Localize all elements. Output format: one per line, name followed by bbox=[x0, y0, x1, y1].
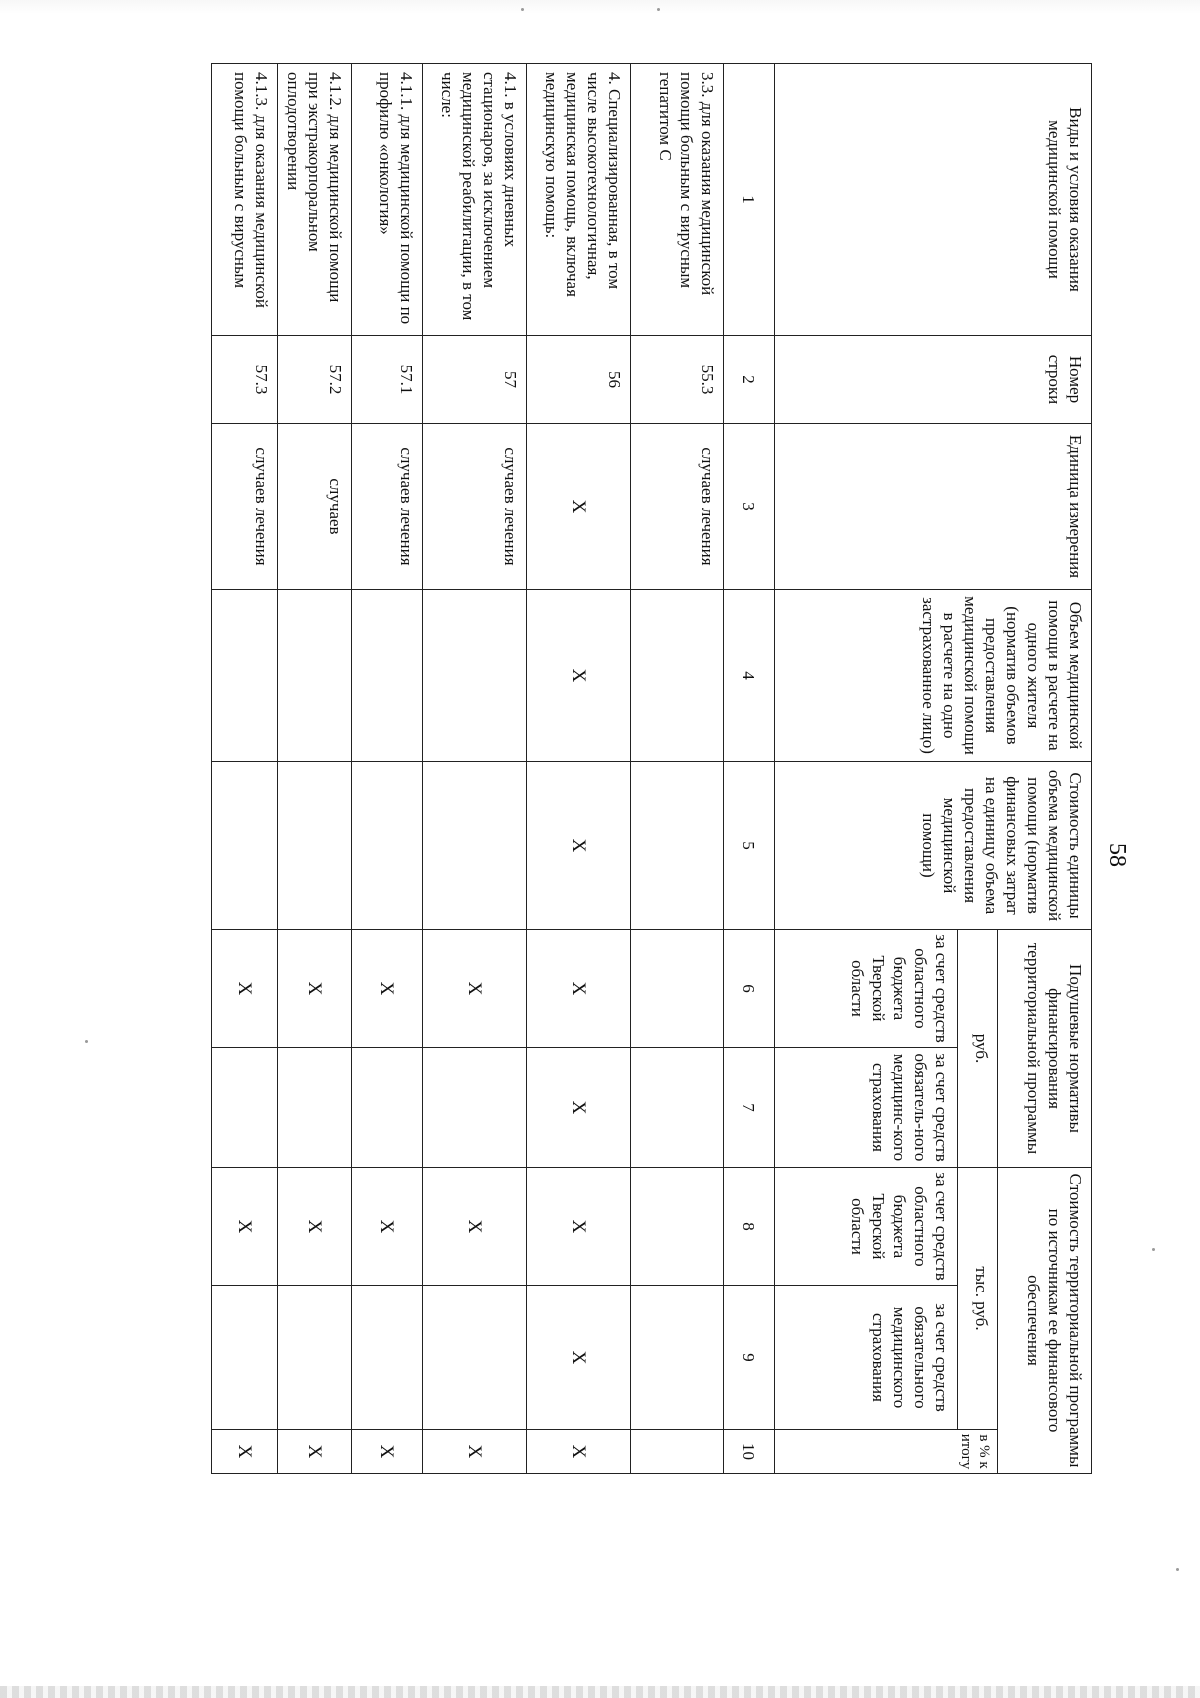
column-number: 8 bbox=[724, 1168, 775, 1286]
volume-cell: Х bbox=[527, 590, 631, 762]
row-label: 4.1.3. для оказания медицинской помощи больным с вирусным bbox=[212, 64, 278, 336]
unit-cost-cell bbox=[278, 762, 352, 930]
volume-cell bbox=[278, 590, 352, 762]
norm-budget-cell: Х bbox=[278, 930, 352, 1048]
cost-oms-cell bbox=[631, 1286, 724, 1430]
percent-cell: Х bbox=[278, 1430, 352, 1474]
row-number: 57.2 bbox=[278, 336, 352, 424]
unit-cost-cell bbox=[352, 762, 423, 930]
unit-cost-cell bbox=[423, 762, 527, 930]
column-number-row bbox=[724, 64, 775, 1474]
table-row bbox=[278, 64, 352, 1474]
financing-table bbox=[211, 63, 1092, 1474]
row-number: 56 bbox=[527, 336, 631, 424]
scan-speck bbox=[521, 8, 524, 11]
header-col-2: Номер строки bbox=[775, 336, 1092, 424]
norm-oms-cell bbox=[278, 1048, 352, 1168]
column-number: 3 bbox=[724, 424, 775, 590]
header-pct: в % к итогу bbox=[775, 1430, 998, 1474]
table-row bbox=[352, 64, 423, 1474]
row-label: 3.3. для оказания медицинской помощи больным с вирусным гепатитом С bbox=[631, 64, 724, 336]
norm-budget-cell: Х bbox=[212, 930, 278, 1048]
norm-budget-cell: Х bbox=[527, 930, 631, 1048]
volume-cell bbox=[631, 590, 724, 762]
scan-edge-top bbox=[0, 0, 1200, 14]
percent-cell bbox=[631, 1430, 724, 1474]
cost-budget-cell: Х bbox=[527, 1168, 631, 1286]
row-label: 4.1.2. для медицинской помощи при экстракорпоральном оплодотворении bbox=[278, 64, 352, 336]
cost-budget-cell: Х bbox=[278, 1168, 352, 1286]
unit-cell: случаев лечения bbox=[352, 424, 423, 590]
unit-cell: случаев лечения bbox=[631, 424, 724, 590]
norm-budget-cell: Х bbox=[423, 930, 527, 1048]
header-col-4: Объем медицинской помощи в расчете на одного жителя (норматив объемов предоставления медицинской помощи в расчете на одно застрахованное лицо) bbox=[775, 590, 1092, 762]
header-col-8: за счет средств областного бюджета Тверской области bbox=[775, 1168, 958, 1286]
volume-cell bbox=[423, 590, 527, 762]
row-label: 4. Специализированная, в том числе высокотехнологичная, медицинская помощь, включая медицинскую помощь: bbox=[527, 64, 631, 336]
column-number: 9 bbox=[724, 1286, 775, 1430]
unit-cell: случаев лечения bbox=[212, 424, 278, 590]
column-number: 7 bbox=[724, 1048, 775, 1168]
norm-budget-cell bbox=[631, 930, 724, 1048]
cost-budget-cell bbox=[631, 1168, 724, 1286]
cost-budget-cell: Х bbox=[423, 1168, 527, 1286]
table-row bbox=[423, 64, 527, 1474]
row-number: 55.3 bbox=[631, 336, 724, 424]
norm-oms-cell bbox=[212, 1048, 278, 1168]
scan-speck bbox=[657, 8, 660, 11]
header-thous-rub: тыс. руб. bbox=[958, 1168, 998, 1430]
cost-oms-cell: Х bbox=[527, 1286, 631, 1430]
percent-cell: Х bbox=[527, 1430, 631, 1474]
scan-speck bbox=[85, 1040, 88, 1043]
cost-oms-cell bbox=[278, 1286, 352, 1430]
cost-budget-cell: Х bbox=[212, 1168, 278, 1286]
header-col-6: за счет средств областного бюджета Тверской области bbox=[775, 930, 958, 1048]
unit-cost-cell: Х bbox=[527, 762, 631, 930]
volume-cell bbox=[352, 590, 423, 762]
row-number: 57 bbox=[423, 336, 527, 424]
unit-cost-cell bbox=[631, 762, 724, 930]
row-number: 57.1 bbox=[352, 336, 423, 424]
norm-oms-cell bbox=[631, 1048, 724, 1168]
page-number: 58 bbox=[1104, 843, 1130, 867]
header-col-5: Стоимость единицы объема медицинской помощи (норматив финансовых затрат на единицу объема предоставления медицинской помощи) bbox=[775, 762, 1092, 930]
cost-budget-cell: Х bbox=[352, 1168, 423, 1286]
header-group-norms: Подушевые нормативы финансирования территориальной программы bbox=[998, 930, 1092, 1168]
cost-oms-cell bbox=[212, 1286, 278, 1430]
column-number: 1 bbox=[724, 64, 775, 336]
percent-cell: Х bbox=[212, 1430, 278, 1474]
cost-oms-cell bbox=[352, 1286, 423, 1430]
header-col-1: Виды и условия оказания медицинской помощи bbox=[775, 64, 1092, 336]
column-number: 5 bbox=[724, 762, 775, 930]
norm-budget-cell: Х bbox=[352, 930, 423, 1048]
column-number: 10 bbox=[724, 1430, 775, 1474]
header-rub: руб. bbox=[958, 930, 998, 1168]
row-label: 4.1. в условиях дневных стационаров, за исключением медицинской реабилитации, в том числе: bbox=[423, 64, 527, 336]
table-row bbox=[527, 64, 631, 1474]
column-number: 6 bbox=[724, 930, 775, 1048]
rotated-page bbox=[140, 15, 1200, 1695]
column-number: 2 bbox=[724, 336, 775, 424]
volume-cell bbox=[212, 590, 278, 762]
header-group-cost: Стоимость территориальной программы по источникам ее финансового обеспечения bbox=[998, 1168, 1092, 1474]
norm-oms-cell bbox=[352, 1048, 423, 1168]
header-row-1 bbox=[998, 64, 1092, 1474]
unit-cell: случаев лечения bbox=[423, 424, 527, 590]
percent-cell: Х bbox=[352, 1430, 423, 1474]
header-col-9: за счет средств обязательного медицинского страхования bbox=[775, 1286, 958, 1430]
percent-cell: Х bbox=[423, 1430, 527, 1474]
table-row bbox=[631, 64, 724, 1474]
header-col-7: за счет средств обязатель-ного медицинс-кого страхования bbox=[775, 1048, 958, 1168]
unit-cost-cell bbox=[212, 762, 278, 930]
unit-cell: Х bbox=[527, 424, 631, 590]
norm-oms-cell: Х bbox=[527, 1048, 631, 1168]
header-col-3: Единица измерения bbox=[775, 424, 1092, 590]
norm-oms-cell bbox=[423, 1048, 527, 1168]
cost-oms-cell bbox=[423, 1286, 527, 1430]
row-number: 57.3 bbox=[212, 336, 278, 424]
row-label: 4.1.1. для медицинской помощи по профилю «онкология» bbox=[352, 64, 423, 336]
table-row bbox=[212, 64, 278, 1474]
column-number: 4 bbox=[724, 590, 775, 762]
unit-cell: случаев bbox=[278, 424, 352, 590]
